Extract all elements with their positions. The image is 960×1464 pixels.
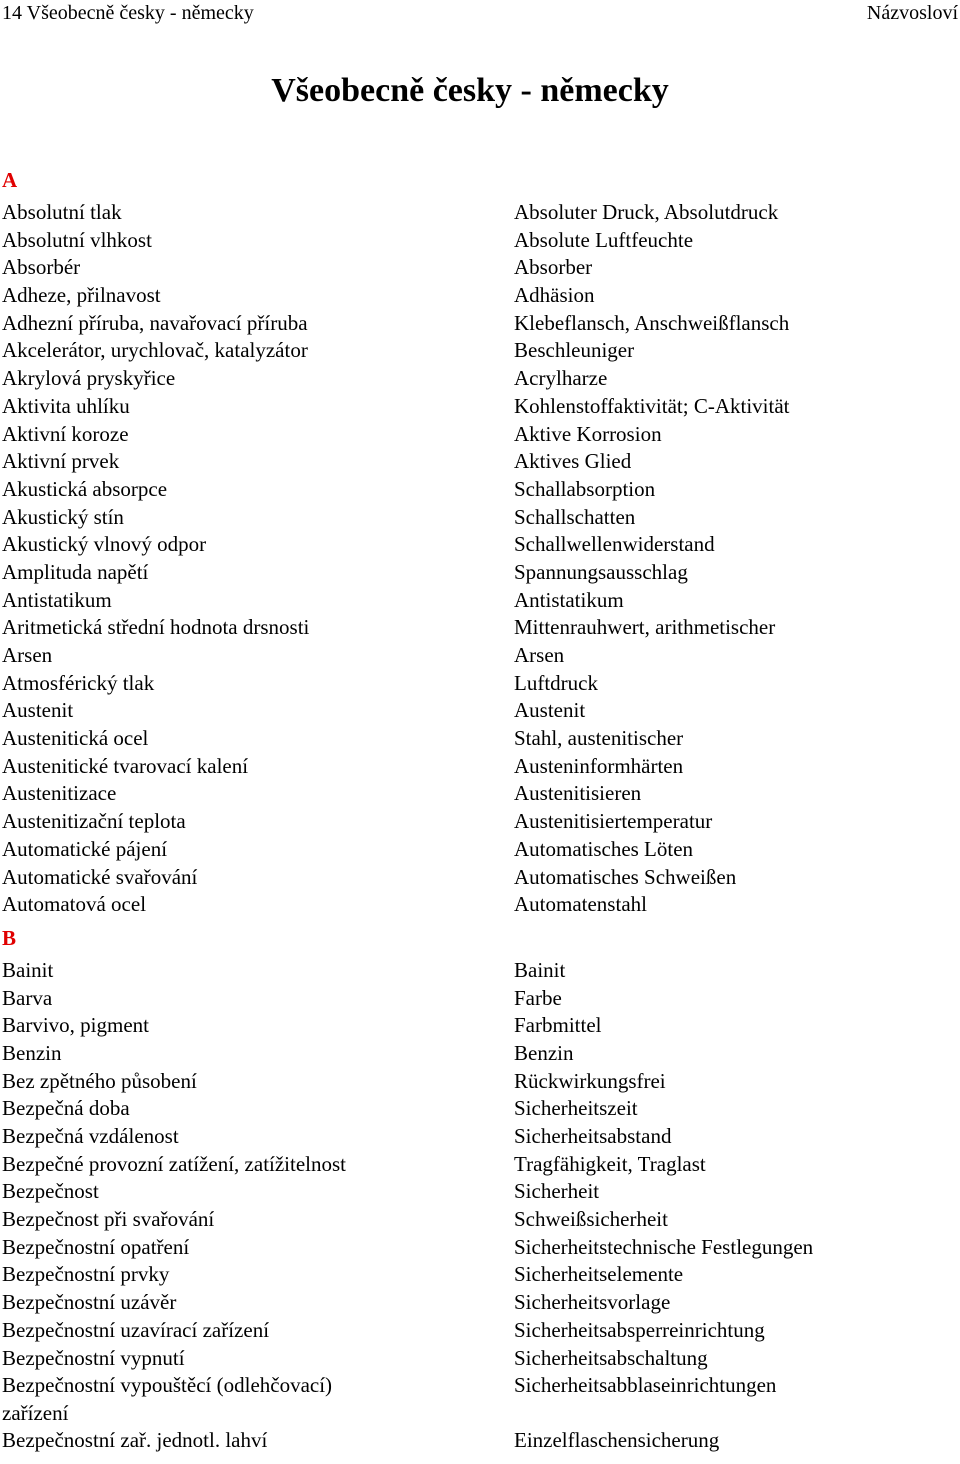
german-term: Austenitisiertemperatur bbox=[514, 809, 713, 834]
glossary-row bbox=[0, 780, 960, 808]
glossary-row bbox=[0, 1317, 960, 1345]
glossary-row bbox=[0, 1372, 960, 1427]
glossary-row bbox=[0, 1427, 960, 1455]
german-term: Austenit bbox=[514, 698, 586, 723]
glossary-row bbox=[0, 670, 960, 698]
czech-term: Bezpečná doba bbox=[2, 1096, 130, 1121]
glossary-row bbox=[0, 1123, 960, 1151]
german-term: Aktives Glied bbox=[514, 449, 632, 474]
glossary-row bbox=[0, 808, 960, 836]
glossary-row bbox=[0, 254, 960, 282]
german-term: Automatisches Schweißen bbox=[514, 864, 737, 889]
glossary-row bbox=[0, 587, 960, 615]
german-term: Sicherheitsabblaseinrichtungen bbox=[514, 1373, 777, 1398]
czech-term: Barva bbox=[2, 985, 53, 1010]
glossary-row bbox=[0, 642, 960, 670]
german-term: Tragfähigkeit, Traglast bbox=[514, 1151, 706, 1176]
german-term: Acrylharze bbox=[514, 366, 608, 391]
german-term: Sicherheitstechnische Festlegungen bbox=[514, 1234, 814, 1259]
czech-term: Austenitizační teplota bbox=[2, 809, 186, 834]
glossary-row bbox=[0, 1289, 960, 1317]
czech-term: Automatová ocel bbox=[2, 892, 147, 917]
czech-term: Aktivní koroze bbox=[2, 421, 129, 446]
german-term: Farbe bbox=[514, 985, 562, 1010]
glossary-row bbox=[0, 476, 960, 504]
czech-term: Bezpečnostní prvky bbox=[2, 1262, 170, 1287]
czech-term: Akcelerátor, urychlovač, katalyzátor bbox=[2, 338, 308, 363]
german-term: Adhäsion bbox=[514, 283, 595, 308]
czech-term: Bezpečnost při svařování bbox=[2, 1207, 215, 1232]
german-term: Spannungsausschlag bbox=[514, 559, 688, 584]
glossary-row bbox=[0, 753, 960, 781]
czech-term: Bezpečnostní zař. jednotl. lahví bbox=[2, 1428, 268, 1453]
glossary-row bbox=[0, 985, 960, 1013]
german-term: Sicherheit bbox=[514, 1179, 600, 1204]
glossary-row bbox=[0, 531, 960, 559]
czech-term: Austenit bbox=[2, 698, 74, 723]
german-term: Austenitisieren bbox=[514, 781, 642, 806]
czech-term: Akustická absorpce bbox=[2, 476, 168, 501]
czech-term: Akrylová pryskyřice bbox=[2, 366, 176, 391]
german-term: Rückwirkungsfrei bbox=[514, 1068, 666, 1093]
german-term: Mittenrauhwert, arithmetischer bbox=[514, 615, 776, 640]
czech-term: Bezpečnostní vypouštěcí (odlehčovací) zařízení bbox=[2, 1373, 333, 1425]
czech-term: Bezpečná vzdálenost bbox=[2, 1124, 179, 1148]
german-term: Kohlenstoffaktivität; C-Aktivität bbox=[514, 393, 790, 418]
german-term: Sicherheitsabsperreinrichtung bbox=[514, 1317, 765, 1342]
czech-term: Amplituda napětí bbox=[2, 559, 149, 584]
german-term: Schallabsorption bbox=[514, 476, 656, 501]
german-term: Einzelflaschensicherung bbox=[514, 1428, 720, 1453]
glossary-row bbox=[0, 1068, 960, 1096]
czech-term: Bezpečnostní uzávěr bbox=[2, 1290, 177, 1315]
glossary-row bbox=[0, 1178, 960, 1206]
glossary-row bbox=[0, 836, 960, 864]
czech-term: Antistatikum bbox=[2, 587, 112, 612]
german-term: Automatisches Löten bbox=[514, 836, 694, 861]
glossary-row bbox=[0, 365, 960, 393]
czech-term: Absolutní tlak bbox=[2, 200, 122, 224]
german-term: Absoluter Druck, Absolutdruck bbox=[514, 200, 779, 224]
glossary-row bbox=[0, 1234, 960, 1262]
section-letter-a: A bbox=[2, 168, 18, 192]
czech-term: Automatické svařování bbox=[2, 864, 198, 889]
glossary-row bbox=[0, 504, 960, 532]
czech-term: Austenitická ocel bbox=[2, 726, 149, 751]
glossary-row bbox=[0, 337, 960, 365]
german-term: Aktive Korrosion bbox=[514, 421, 662, 446]
header-page-label: 14 Všeobecně česky - německy bbox=[2, 2, 254, 24]
glossary-row bbox=[0, 1040, 960, 1068]
german-term: Absolute Luftfeuchte bbox=[514, 227, 694, 252]
czech-term: Austenitické tvarovací kalení bbox=[2, 753, 249, 778]
glossary-row bbox=[0, 310, 960, 338]
czech-term: Bezpečnostní opatření bbox=[2, 1234, 190, 1259]
glossary-row bbox=[0, 559, 960, 587]
glossary-row bbox=[0, 1345, 960, 1373]
czech-term: Aritmetická střední hodnota drsnosti bbox=[2, 615, 310, 640]
glossary-row bbox=[0, 891, 960, 919]
german-term: Austeninformhärten bbox=[514, 753, 684, 778]
german-term: Schallschatten bbox=[514, 504, 636, 529]
czech-term: Bainit bbox=[2, 957, 54, 982]
glossary-row bbox=[0, 614, 960, 642]
glossary-row bbox=[0, 1261, 960, 1289]
german-term: Sicherheitsabschaltung bbox=[514, 1345, 708, 1370]
section-letter-b: B bbox=[2, 925, 17, 950]
glossary-row bbox=[0, 864, 960, 892]
german-term: Arsen bbox=[514, 643, 565, 667]
glossary-row bbox=[0, 448, 960, 476]
german-term: Benzin bbox=[514, 1040, 574, 1065]
header-section-label: Názvosloví bbox=[866, 2, 958, 24]
czech-term: Adhezní příruba, navařovací příruba bbox=[2, 310, 308, 335]
german-term: Absorber bbox=[514, 255, 593, 280]
german-term: Farbmittel bbox=[514, 1013, 602, 1038]
czech-term: Aktivní prvek bbox=[2, 449, 120, 474]
czech-term: Benzin bbox=[2, 1040, 62, 1065]
german-term: Luftdruck bbox=[514, 670, 598, 695]
czech-term: Absolutní vlhkost bbox=[2, 227, 152, 252]
glossary-row bbox=[0, 725, 960, 753]
german-term: Sicherheitselemente bbox=[514, 1262, 684, 1287]
glossary-entries bbox=[0, 166, 960, 1455]
page-header bbox=[0, 0, 960, 26]
glossary-row bbox=[0, 1095, 960, 1123]
glossary-row bbox=[0, 199, 960, 227]
german-term: Schallwellenwiderstand bbox=[514, 532, 715, 557]
german-term: Sicherheitsvorlage bbox=[514, 1290, 671, 1315]
glossary-row bbox=[0, 421, 960, 449]
czech-term: Bezpečnost bbox=[2, 1179, 99, 1204]
german-term: Antistatikum bbox=[514, 587, 624, 612]
czech-term: Austenitizace bbox=[2, 781, 117, 806]
czech-term: Aktivita uhlíku bbox=[2, 393, 130, 418]
german-term: Sicherheitszeit bbox=[514, 1096, 638, 1121]
czech-term: Bezpečné provozní zatížení, zatížitelnost bbox=[2, 1151, 347, 1176]
german-term: Automatenstahl bbox=[514, 892, 647, 917]
czech-term: Bezpečnostní vypnutí bbox=[2, 1345, 185, 1370]
german-term: Sicherheitsabstand bbox=[514, 1124, 672, 1148]
czech-term: Atmosférický tlak bbox=[2, 670, 155, 695]
glossary-row bbox=[0, 1012, 960, 1040]
czech-term: Arsen bbox=[2, 643, 53, 667]
german-term: Schweißsicherheit bbox=[514, 1207, 668, 1232]
glossary-row bbox=[0, 1206, 960, 1234]
czech-term: Automatické pájení bbox=[2, 836, 168, 861]
glossary-row bbox=[0, 393, 960, 421]
czech-term: Adheze, přilnavost bbox=[2, 283, 161, 308]
czech-term: Bez zpětného působení bbox=[2, 1068, 197, 1093]
glossary-row bbox=[0, 1151, 960, 1179]
czech-term: Bezpečnostní uzavírací zařízení bbox=[2, 1317, 270, 1342]
german-term: Bainit bbox=[514, 957, 566, 982]
page-title: Všeobecně česky - německy bbox=[271, 72, 669, 109]
glossary-row bbox=[0, 227, 960, 255]
glossary-row bbox=[0, 282, 960, 310]
german-term: Beschleuniger bbox=[514, 338, 635, 363]
german-term: Klebeflansch, Anschweißflansch bbox=[514, 310, 790, 335]
german-term: Stahl, austenitischer bbox=[514, 726, 684, 751]
czech-term: Absorbér bbox=[2, 255, 81, 280]
czech-term: Akustický vlnový odpor bbox=[2, 532, 207, 557]
glossary-row bbox=[0, 697, 960, 725]
czech-term: Barvivo, pigment bbox=[2, 1013, 149, 1038]
czech-term: Akustický stín bbox=[2, 504, 124, 529]
glossary-row bbox=[0, 957, 960, 985]
